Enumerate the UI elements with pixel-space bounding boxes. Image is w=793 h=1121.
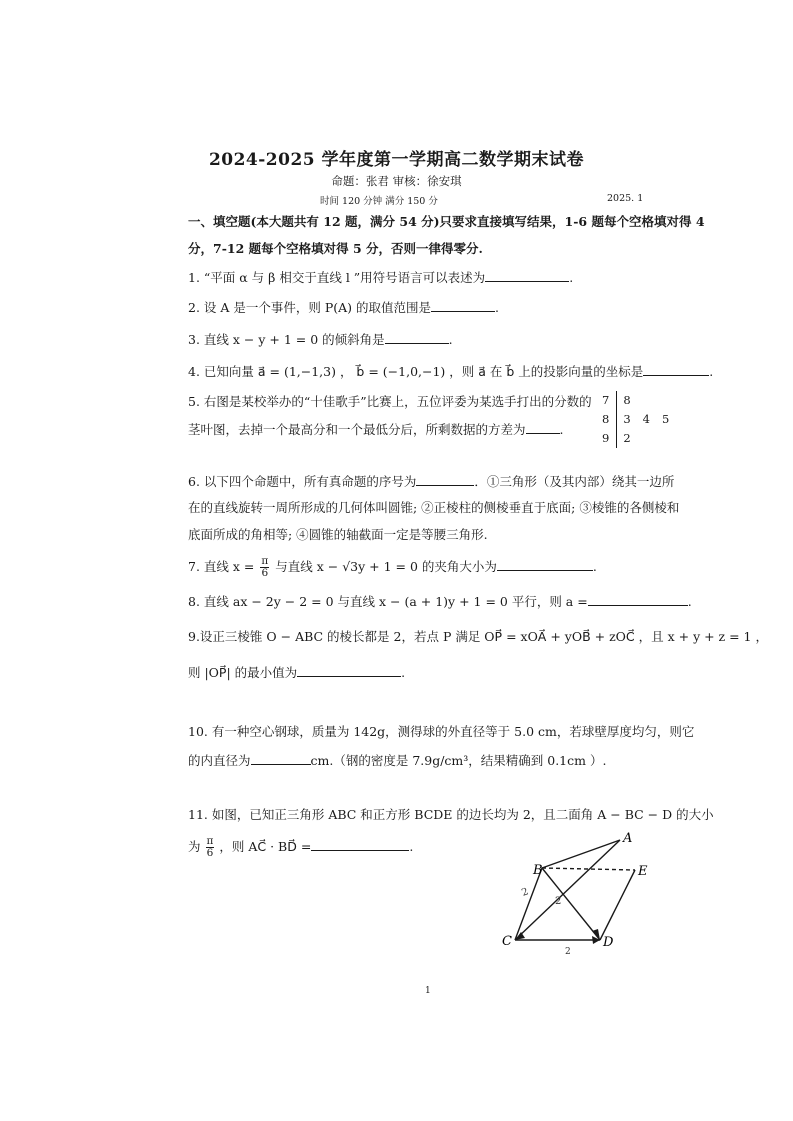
answer-blank-6 [416,472,474,486]
edge-BC [515,868,542,940]
question-3: 3. 直线 x − y + 1 = 0 的倾斜角是 . [188,332,453,347]
question-1-text: 1. “平面 α 与 β 相交于直线 l ”用符号语言可以表述为 [188,270,486,285]
answer-blank-8 [588,592,688,606]
leaf-value: 4 [642,412,650,426]
edge-AC [515,840,620,940]
vertex-label-D: D [603,935,614,950]
question-3-text: 3. 直线 x − y + 1 = 0 的倾斜角是 [188,332,385,347]
stem-leaf-row [596,410,675,429]
time-info: 时间 120 分钟 满分 150 分 [320,196,438,207]
fraction-pi-over-6: $\frac{\pi}{6}$ [206,835,214,859]
leaf-value: 5 [661,412,670,426]
stem-leaf-plot [596,391,675,448]
edge-DE [600,870,635,940]
vertex-label-A: A [623,831,633,846]
question-2: 2. 设 A 是一个事件，则 P(A) 的取值范围是 . [188,300,499,315]
question-10-line2: 的内直径为 cm.（钢的密度是 7.9g/cm³，结果精确到 0.1cm ）. [188,753,607,768]
leaf-value: 8 [623,393,631,407]
handwritten-note: 2 [565,947,571,956]
answer-blank-11 [311,837,409,851]
answer-blank-2 [431,298,495,312]
leaf-value: 2 [623,431,631,445]
exam-title: 2024-2025 学年度第一学期高二数学期末试卷 [208,150,585,170]
question-11-line2: 为 $\frac{\pi}{6}$ ，则 AC⃗ · BD⃗ = . [188,835,414,859]
leaf-value [637,429,656,448]
answer-blank-5 [526,420,560,434]
leaf-value [637,391,656,410]
stem-leaf-table [596,391,675,448]
stem-value: 8 [596,410,617,429]
leaf-value [656,429,675,448]
question-9-line1: 9.设正三棱锥 O − ABC 的棱长都是 2，若点 P 满足 OP⃗ = xOA⃗ + yOB⃗ + zOC⃗ ，且 x + y + z = 1 ， [188,629,768,644]
exam-date: 2025. 1 [607,193,644,204]
author-line: 命题：张君 审核：徐安琪 [331,174,462,188]
answer-blank-1 [485,268,569,282]
question-8-text: 8. 直线 ax − 2y − 2 = 0 与直线 x − (a + 1)y + 1 = 0 平行，则 a = [188,594,588,609]
vertex-label-B: B [533,863,543,878]
stem-value: 9 [596,429,617,448]
question-5-line2: 茎叶图，去掉一个最高分和一个最低分后，所剩数据的方差为 . [188,422,564,437]
answer-blank-10 [251,751,311,765]
stem-leaf-row [596,391,675,410]
fraction-pi-over-6: $\frac{\pi}{6}$ [261,555,269,579]
question-2-text: 2. 设 A 是一个事件，则 P(A) 的取值范围是 [188,300,432,315]
geometry-figure [495,828,675,956]
question-5-text: 茎叶图，去掉一个最高分和一个最低分后，所剩数据的方差为 [188,422,526,437]
stem-value: 7 [596,391,617,410]
question-8: 8. 直线 ax − 2y − 2 = 0 与直线 x − (a + 1)y + 1 = 0 平行，则 a = . [188,594,692,609]
question-4-text: 4. 已知向量 a⃗ = (1,−1,3) ， b⃗ = (−1,0,−1) ，则 a⃗ 在 b⃗ 上的投影向量的坐标是 [188,364,644,379]
vertex-label-E: E [638,864,648,879]
question-7: 7. 直线 x = $\frac{\pi}{6}$ 与直线 x − √3y + 1 = 0 的夹角大小为 . [188,555,597,579]
answer-blank-9 [297,663,401,677]
edge-BA [542,840,620,868]
question-6-line2: 在的直线旋转一周所形成的几何体叫圆锥; ②正棱柱的侧棱垂直于底面; ③棱锥的各侧棱和 [188,500,680,515]
question-6-line3: 底面所成的角相等; ④圆锥的轴截面一定是等腰三角形. [188,527,488,542]
handwritten-note: 2 [520,886,531,899]
question-10-line1: 10. 有一种空心钢球，质量为 142g，测得球的外直径等于 5.0 cm，若球壁厚度均匀，则它 [188,724,695,739]
leaf-value: 3 [623,412,631,426]
page-number: 1 [425,986,431,996]
answer-blank-4 [643,362,709,376]
edge-BD [542,868,600,940]
question-1: 1. “平面 α 与 β 相交于直线 l ”用符号语言可以表述为 . [188,270,574,285]
leaf-value [656,391,675,410]
vertex-label-C: C [502,934,512,949]
question-4: 4. 已知向量 a⃗ = (1,−1,3) ， b⃗ = (−1,0,−1) ，则 a⃗ 在 b⃗ 上的投影向量的坐标是 . [188,364,714,379]
question-6-line1: 6. 以下四个命题中，所有真命题的序号为 ．①三角形（及其内部）绕其一边所 [188,474,675,489]
handwritten-note: 2 [555,896,562,907]
answer-blank-3 [385,330,449,344]
question-5-line1: 5. 右图是某校举办的“十佳歌手”比赛上，五位评委为某选手打出的分数的 [188,394,592,409]
answer-blank-7 [497,557,593,571]
stem-leaf-row [596,429,675,448]
question-9-line2: 则 |OP⃗| 的最小值为 . [188,665,406,680]
section-intro-line2: 分，7-12 题每个空格填对得 5 分，否则一律得零分. [188,241,483,256]
question-11-line1: 11. 如图，已知正三角形 ABC 和正方形 BCDE 的边长均为 2，且二面角 A − BC − D 的大小 [188,807,714,822]
section-intro-line1: 一、填空题(本大题共有 12 题，满分 54 分)只要求直接填写结果，1-6 题每个空格填对得 4 [188,214,705,229]
